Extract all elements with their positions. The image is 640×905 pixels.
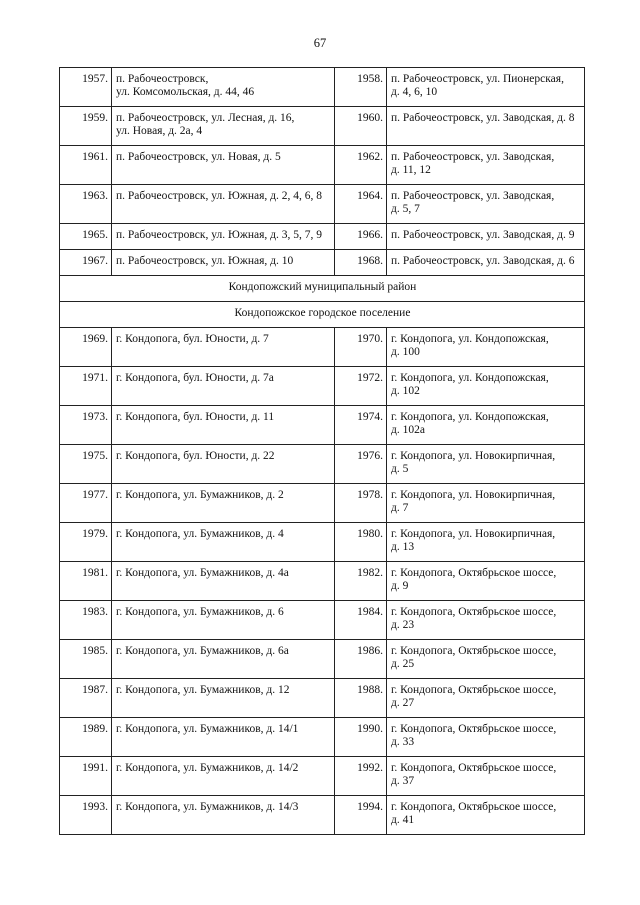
table-row (60, 146, 585, 185)
address-line: г. Кондопога, ул. Кондопожская, (391, 411, 549, 423)
entry-number: 1959. (60, 107, 112, 146)
entry-number: 1966. (335, 224, 387, 250)
address-line: д. 102а (391, 424, 425, 436)
entry-number: 1970. (335, 328, 387, 367)
entry-address (112, 146, 335, 185)
table-row (60, 679, 585, 718)
address-line: г. Кондопога, Октябрьское шоссе, (391, 723, 557, 735)
entry-address (387, 523, 585, 562)
registry-table (59, 67, 585, 835)
table-row (60, 640, 585, 679)
section-headers (60, 276, 585, 328)
entry-address (387, 406, 585, 445)
address-line: п. Рабочеостровск, ул. Заводская, д. 9 (391, 229, 575, 241)
entry-address (112, 757, 335, 796)
entry-address (387, 68, 585, 107)
address-line: д. 33 (391, 736, 415, 748)
address-line: г. Кондопога, ул. Бумажников, д. 2 (116, 489, 284, 501)
address-line: п. Рабочеостровск, ул. Заводская, д. 8 (391, 112, 575, 124)
address-line: г. Кондопога, Октябрьское шоссе, (391, 801, 557, 813)
address-line: п. Рабочеостровск, ул. Заводская, д. 6 (391, 255, 575, 267)
entry-address (112, 679, 335, 718)
address-line: ул. Новая, д. 2а, 4 (116, 125, 203, 137)
entry-number: 1974. (335, 406, 387, 445)
table-row (60, 367, 585, 406)
address-line: г. Кондопога, бул. Юности, д. 22 (116, 450, 275, 462)
entry-address (387, 757, 585, 796)
address-line: г. Кондопога, ул. Бумажников, д. 14/2 (116, 762, 299, 774)
address-line: д. 9 (391, 580, 409, 592)
table-row (60, 250, 585, 276)
entry-number: 1986. (335, 640, 387, 679)
section-row-district (60, 276, 585, 302)
entry-number: 1989. (60, 718, 112, 757)
address-line: г. Кондопога, ул. Бумажников, д. 4 (116, 528, 284, 540)
entry-number: 1990. (335, 718, 387, 757)
address-line: г. Кондопога, ул. Новокирпичная, (391, 528, 556, 540)
entry-number: 1981. (60, 562, 112, 601)
address-line: д. 5 (391, 463, 409, 475)
entry-number: 1961. (60, 146, 112, 185)
entry-number: 1958. (335, 68, 387, 107)
entry-address (387, 640, 585, 679)
address-line: п. Рабочеостровск, ул. Южная, д. 2, 4, 6, 8 (116, 190, 322, 202)
entry-address (112, 523, 335, 562)
entry-address (112, 68, 335, 107)
entry-number: 1988. (335, 679, 387, 718)
entry-address (112, 185, 335, 224)
address-line: п. Рабочеостровск, ул. Пионерская, (391, 73, 564, 85)
address-line: д. 7 (391, 502, 409, 514)
entry-address (112, 406, 335, 445)
entry-number: 1975. (60, 445, 112, 484)
entry-address (112, 601, 335, 640)
address-line: г. Кондопога, ул. Новокирпичная, (391, 489, 556, 501)
entry-address (112, 445, 335, 484)
entry-number: 1980. (335, 523, 387, 562)
table-row (60, 445, 585, 484)
address-line: д. 4, 6, 10 (391, 86, 438, 98)
entry-address (387, 679, 585, 718)
address-line: г. Кондопога, Октябрьское шоссе, (391, 567, 557, 579)
address-line: д. 11, 12 (391, 164, 431, 176)
table-row (60, 796, 585, 835)
table-row (60, 523, 585, 562)
address-line: г. Кондопога, бул. Юности, д. 11 (116, 411, 275, 423)
entry-address (387, 796, 585, 835)
entry-address (112, 718, 335, 757)
address-line: г. Кондопога, ул. Бумажников, д. 12 (116, 684, 290, 696)
entry-address (387, 185, 585, 224)
entry-number: 1963. (60, 185, 112, 224)
table-row (60, 562, 585, 601)
table-row (60, 68, 585, 107)
section-row-settlement (60, 302, 585, 328)
table-row (60, 601, 585, 640)
address-line: г. Кондопога, ул. Кондопожская, (391, 333, 549, 345)
entry-number: 1969. (60, 328, 112, 367)
entry-number: 1965. (60, 224, 112, 250)
table-row (60, 107, 585, 146)
table-row (60, 224, 585, 250)
address-line: п. Рабочеостровск, ул. Южная, д. 3, 5, 7, 9 (116, 229, 322, 241)
address-line: ул. Комсомольская, д. 44, 46 (116, 86, 255, 98)
entry-address (387, 484, 585, 523)
entry-number: 1973. (60, 406, 112, 445)
address-line: д. 37 (391, 775, 415, 787)
entry-address (112, 250, 335, 276)
address-line: г. Кондопога, ул. Кондопожская, (391, 372, 549, 384)
entry-address (387, 224, 585, 250)
entry-address (112, 796, 335, 835)
table-row (60, 484, 585, 523)
entry-number: 1978. (335, 484, 387, 523)
entry-address (387, 445, 585, 484)
entry-address (112, 224, 335, 250)
entry-number: 1960. (335, 107, 387, 146)
table-row (60, 757, 585, 796)
address-line: д. 5, 7 (391, 203, 420, 215)
block1-rows (60, 68, 585, 276)
address-line: г. Кондопога, бул. Юности, д. 7 (116, 333, 269, 345)
table-row (60, 406, 585, 445)
entry-address (387, 328, 585, 367)
entry-number: 1972. (335, 367, 387, 406)
address-line: д. 13 (391, 541, 415, 553)
page-number: 67 (313, 36, 327, 50)
entry-number: 1987. (60, 679, 112, 718)
table-row (60, 328, 585, 367)
entry-number: 1957. (60, 68, 112, 107)
address-line: г. Кондопога, Октябрьское шоссе, (391, 762, 557, 774)
entry-address (387, 107, 585, 146)
address-line: п. Рабочеостровск, (116, 73, 209, 85)
address-line: п. Рабочеостровск, ул. Новая, д. 5 (116, 151, 281, 163)
entry-address (112, 640, 335, 679)
entry-number: 1985. (60, 640, 112, 679)
address-line: д. 100 (391, 346, 420, 358)
entry-number: 1967. (60, 250, 112, 276)
address-line: д. 23 (391, 619, 415, 631)
address-line: д. 41 (391, 814, 415, 826)
address-line: г. Кондопога, Октябрьское шоссе, (391, 645, 557, 657)
address-line: г. Кондопога, ул. Новокирпичная, (391, 450, 556, 462)
entry-address (387, 367, 585, 406)
address-line: д. 25 (391, 658, 415, 670)
entry-address (112, 484, 335, 523)
address-line: г. Кондопога, ул. Бумажников, д. 4а (116, 567, 289, 579)
table-row (60, 718, 585, 757)
entry-address (112, 328, 335, 367)
address-line: д. 27 (391, 697, 415, 709)
entry-number: 1979. (60, 523, 112, 562)
entry-number: 1968. (335, 250, 387, 276)
address-line: г. Кондопога, ул. Бумажников, д. 6а (116, 645, 289, 657)
entry-number: 1994. (335, 796, 387, 835)
entry-address (387, 562, 585, 601)
entry-number: 1976. (335, 445, 387, 484)
entry-address (387, 250, 585, 276)
address-line: г. Кондопога, Октябрьское шоссе, (391, 684, 557, 696)
entry-address (112, 367, 335, 406)
table-row (60, 185, 585, 224)
entry-address (387, 601, 585, 640)
entry-number: 1993. (60, 796, 112, 835)
entry-number: 1982. (335, 562, 387, 601)
address-line: п. Рабочеостровск, ул. Заводская, (391, 151, 555, 163)
section-settlement: Кондопожское городское поселение (60, 302, 585, 328)
address-line: г. Кондопога, Октябрьское шоссе, (391, 606, 557, 618)
address-line: п. Рабочеостровск, ул. Лесная, д. 16, (116, 112, 295, 124)
entry-number: 1983. (60, 601, 112, 640)
entry-number: 1964. (335, 185, 387, 224)
address-line: г. Кондопога, бул. Юности, д. 7а (116, 372, 274, 384)
address-line: д. 102 (391, 385, 420, 397)
address-line: г. Кондопога, ул. Бумажников, д. 14/1 (116, 723, 299, 735)
address-line: г. Кондопога, ул. Бумажников, д. 6 (116, 606, 284, 618)
entry-number: 1991. (60, 757, 112, 796)
entry-number: 1971. (60, 367, 112, 406)
entry-address (387, 718, 585, 757)
entry-number: 1984. (335, 601, 387, 640)
address-line: п. Рабочеостровск, ул. Южная, д. 10 (116, 255, 294, 267)
entry-address (112, 562, 335, 601)
address-line: п. Рабочеостровск, ул. Заводская, (391, 190, 555, 202)
entry-address (387, 146, 585, 185)
section-district: Кондопожский муниципальный район (60, 276, 585, 302)
block2-rows (60, 328, 585, 835)
entry-number: 1977. (60, 484, 112, 523)
entry-number: 1962. (335, 146, 387, 185)
address-line: г. Кондопога, ул. Бумажников, д. 14/3 (116, 801, 299, 813)
entry-address (112, 107, 335, 146)
entry-number: 1992. (335, 757, 387, 796)
